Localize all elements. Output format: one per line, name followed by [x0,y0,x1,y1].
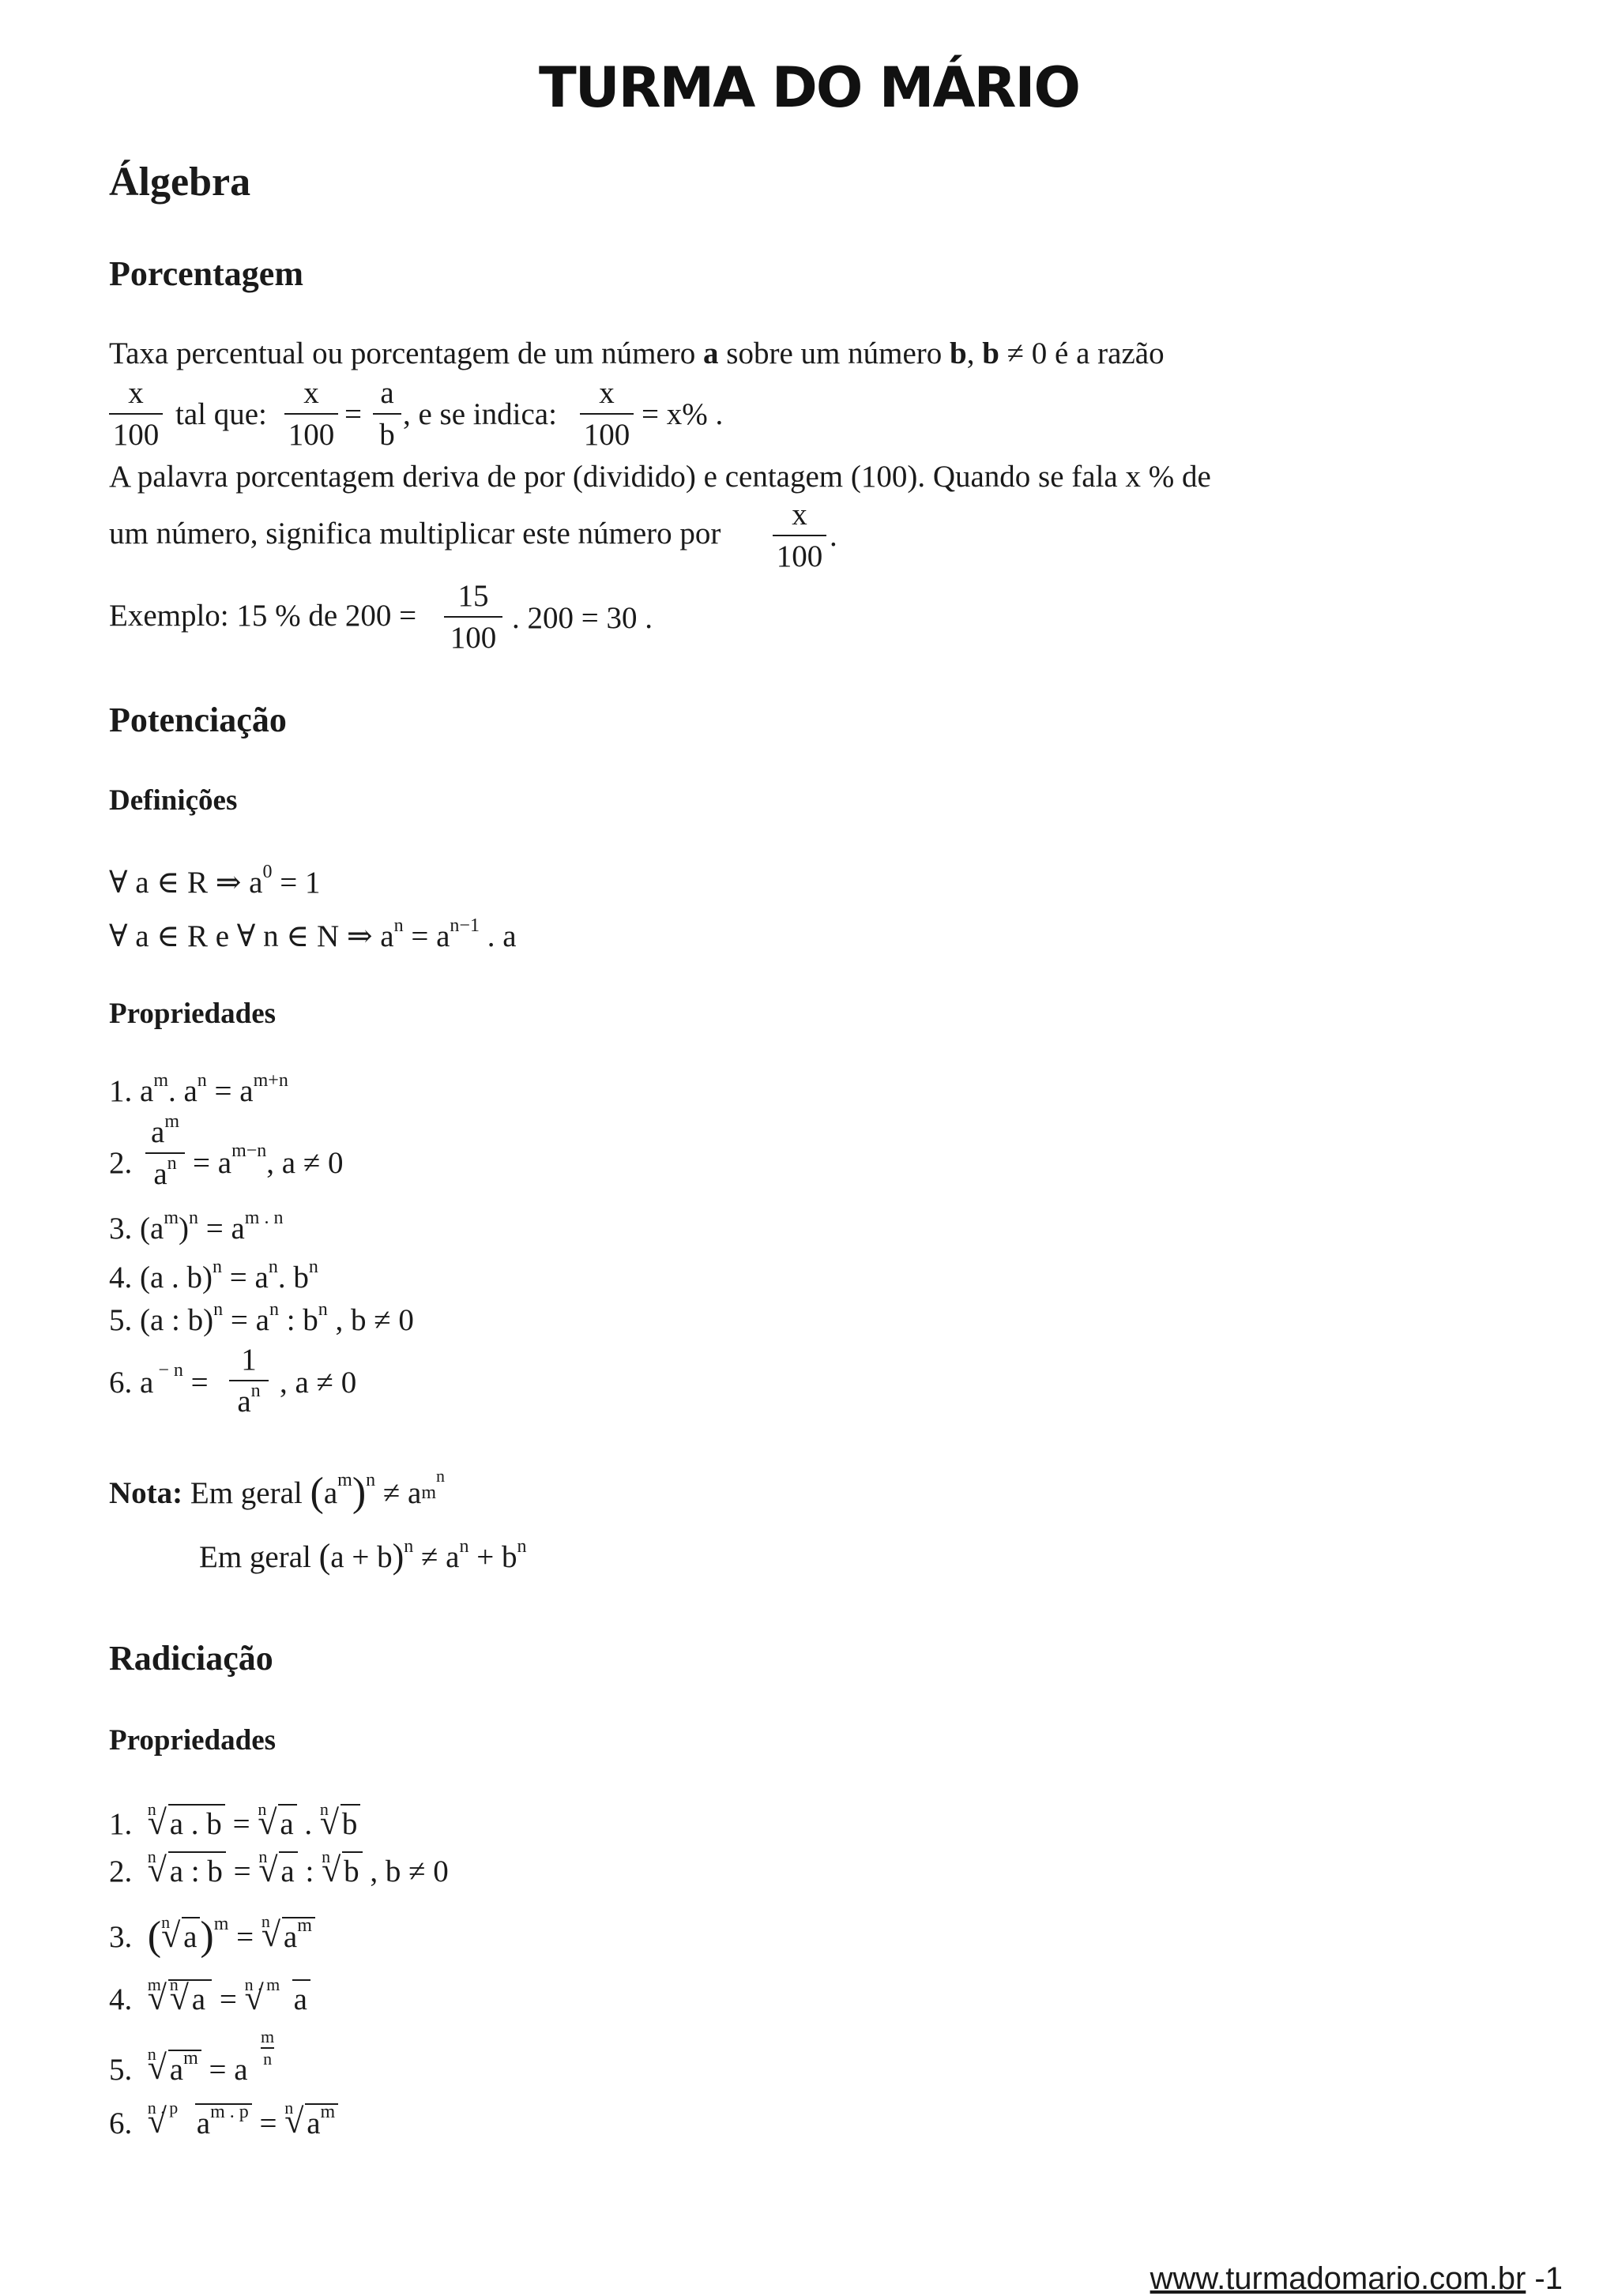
text: = a [223,1303,269,1337]
exponent: n [308,1257,318,1277]
exponent: m [153,1070,168,1091]
heading-definicoes: Definições [109,784,238,817]
paren-open: ( [147,1914,162,1959]
radical-index: √ n [147,1847,156,1866]
denominator: 100 [580,413,634,450]
radical [147,2044,201,2087]
propriedade-2-rest [193,1140,344,1181]
text: = a [198,1212,245,1246]
numerator: x [128,376,144,410]
exponent: m . n [244,1208,284,1228]
text: = 1 [272,866,321,900]
paren-close: ) [352,1470,367,1515]
radical [147,1975,212,2016]
fraction-a-b [373,378,401,450]
paren-open: ( [310,1470,324,1515]
text: . a [479,919,517,953]
radicand: a [182,1917,200,1954]
nota-line-1 [109,1466,446,1516]
text: . [296,1807,320,1841]
exponent: m [164,1111,179,1132]
fraction-x-100 [580,378,634,450]
exponent: m [421,1482,437,1503]
numerator: a [151,1115,165,1149]
exponent: n [517,1536,527,1557]
exponent: n [269,1299,279,1320]
exponent: n [213,1299,224,1320]
exponent-fraction-m-n [261,2028,274,2068]
exponent: n−1 [450,915,480,936]
exponent: m [183,2048,198,2069]
radical-index: √ n [261,1911,270,1931]
text: : b [278,1303,318,1337]
radical [147,1799,225,1841]
numerator: m [261,2027,275,2046]
exponent: n [404,1536,414,1557]
text: a [323,1475,338,1510]
exemplo-result: . 200 = 30 . [512,601,653,635]
exponent: 0 [262,862,273,882]
paren-close: ) [392,1537,404,1576]
radicand: a [307,2106,321,2140]
text: . a [167,1074,198,1108]
radical-index: √ n [319,1799,329,1819]
radicand: b [341,1804,361,1841]
text: 6. [109,2106,133,2140]
text: 4. [109,1982,133,2016]
text: 3. [109,1919,133,1954]
text: Em geral [182,1475,310,1510]
paren-close: ) [200,1914,214,1959]
radiciacao-3 [109,1911,315,1960]
text: 5. [109,2053,133,2087]
radical [261,1911,315,1954]
text: ) [178,1212,189,1246]
text: ∀ a ∈ R e ∀ n ∈ N ⇒ a [109,919,394,953]
numerator: a [380,376,394,410]
exponent: − n [153,1360,183,1381]
radicand: b [342,1851,363,1888]
text: : [297,1854,322,1888]
exponent: n [250,1381,261,1401]
heading-propriedades-rad: Propriedades [109,1724,277,1757]
page-number: -1 [1526,2261,1563,2296]
text: ≠ 0 é a razão [999,336,1165,370]
radical-index: √ m [147,1975,161,1994]
exponent: n [393,915,404,936]
radical [147,1847,226,1888]
radiciacao-1 [109,1799,360,1841]
radicand: a . b [168,1804,225,1841]
radiciacao-4 [109,1975,310,2016]
porcentagem-line-2: A palavra porcentagem deriva de por (dividido) e centagem (100). Quando se fala x % de [109,460,1211,494]
denominator: a [153,1157,167,1191]
nota-label: Nota: [109,1475,183,1510]
denominator: n [261,2047,274,2068]
text-bold: b [950,336,967,370]
radical [258,1847,297,1888]
radical [319,1799,361,1841]
radiciacao-2 [109,1847,449,1888]
nota-line-2 [199,1536,527,1577]
propriedade-6 [109,1360,209,1400]
text: = [251,2106,285,2140]
propriedade-3 [109,1208,284,1246]
text: , a ≠ 0 [266,1146,344,1180]
text: = [201,2053,235,2087]
tal-que: tal que: [175,397,267,431]
heading-propriedades-pot: Propriedades [109,998,277,1030]
text: . b [277,1261,309,1295]
text: 6. a [109,1366,154,1400]
radical-index: √ n [147,2044,156,2064]
text: 1. [109,1807,133,1841]
text: , b ≠ 0 [327,1303,414,1337]
radical [244,1975,310,2016]
definicao-2 [109,915,517,953]
radicand: a [279,1851,297,1888]
text: = a [222,1261,269,1295]
propriedade-1 [109,1070,288,1108]
equals-x-percent: = x% . [642,397,724,431]
heading-algebra: Álgebra [109,160,251,205]
heading-radiciacao: Radiciação [109,1639,273,1678]
text: a [234,2053,248,2087]
exponent: m−n [231,1140,267,1161]
exponent: m [320,2102,336,2122]
denominator: b [373,413,401,450]
paren-open: ( [318,1537,331,1576]
propriedade-5 [109,1299,414,1337]
numerator: x [599,376,615,410]
propriedade-4 [109,1257,318,1295]
radicand: a [196,2106,211,2140]
radical-index: √ n [258,1847,268,1866]
text: sobre um número [718,336,950,370]
text: , b ≠ 0 [362,1854,449,1888]
exponent: m [337,1470,352,1490]
porcentagem-line-1 [109,338,1165,369]
radical-index: √ n [258,1799,267,1819]
fraction-x-100 [773,499,826,572]
denominator: 100 [109,413,163,450]
exponent-of-exponent: n [436,1466,446,1486]
radical-index: √ n [161,1911,171,1932]
text: ≠ a [413,1540,460,1574]
exponent: n [167,1153,177,1174]
radical-index: √ n [169,1975,179,1994]
radical [284,2098,338,2140]
exponent: n [318,1299,328,1320]
text: = [228,1919,262,1954]
text: ∀ a ∈ R ⇒ a [109,866,263,900]
text: 5. (a : b) [109,1303,214,1337]
heading-porcentagem: Porcentagem [109,254,303,293]
denominator: 100 [284,413,338,450]
exponent: n [268,1257,278,1277]
numerator: x [792,498,807,532]
denominator: a [237,1385,251,1419]
text: = [182,1366,209,1400]
exponent: n [213,1257,223,1277]
text: = a [206,1074,254,1108]
denominator: 100 [773,535,826,572]
radical [161,1911,200,1954]
numerator: x [303,376,319,410]
text: + b [468,1540,517,1574]
text: , [966,336,983,370]
radicand: a [190,1979,209,2016]
exponent: m [213,1914,229,1934]
fraction-x-100 [109,378,163,450]
text: Taxa percentual ou porcentagem de um número [109,336,704,370]
text: Em geral [199,1540,319,1574]
fraction-am-an [145,1111,185,1191]
text: = [224,1807,258,1841]
text: = a [193,1146,232,1180]
exponent: m+n [253,1070,288,1091]
radical-inner [169,1975,209,2016]
exponent: n [197,1070,207,1091]
radical [147,2098,252,2140]
exponent: n [366,1470,376,1490]
radical [322,1847,363,1888]
equals: = [344,397,362,431]
radical-index: √ n [322,1847,331,1866]
exponent: m [297,1915,312,1936]
exponent: m [164,1208,179,1228]
propriedade-2-label: 2. [109,1146,133,1180]
exponent: m . p [210,2102,249,2122]
exponent: n [188,1208,198,1228]
fraction-x-100 [284,378,338,450]
numerator: 1 [241,1343,257,1377]
footer-link[interactable]: www.turmadomario.com.br [1150,2261,1526,2296]
footer [1150,2263,1563,2294]
text: = [225,1854,259,1888]
page-title: TURMA DO MÁRIO [539,55,1079,120]
radical-index: √ n . p [147,2098,179,2118]
text: 4. (a . b) [109,1261,213,1295]
radicand: a [283,1919,298,1954]
exemplo: Exemplo: 15 % de 200 = [109,599,417,633]
radiciacao-5 [109,2044,248,2087]
radical-index: √ n . m [244,1975,280,1994]
exponent: n [459,1536,469,1557]
radicand: a : b [168,1851,226,1888]
e-se-indica: , e se indica: [403,397,557,431]
fraction-1-an [229,1344,269,1417]
radicand: a [292,1979,310,2016]
text: a + b [330,1540,393,1574]
text: 2. [109,1854,133,1888]
period: . [830,519,837,553]
radiciacao-6 [109,2098,338,2140]
numerator: 15 [457,579,489,613]
radical-index: √ n [147,1799,156,1819]
text: 1. a [109,1074,154,1108]
fraction-15-100 [444,581,502,653]
text-bold: a [703,336,719,370]
text: = [212,1982,245,2016]
text: = a [403,919,450,953]
radical [258,1799,296,1841]
radicand: a [169,2053,184,2087]
text: 3. (a [109,1212,164,1246]
text-bold: b [982,336,999,370]
radicand: a [278,1804,296,1841]
heading-potenciacao: Potenciação [109,701,287,739]
denominator: 100 [444,616,502,653]
definicao-1 [109,862,321,900]
radical-index: √ n [284,2098,294,2118]
text: ≠ a [375,1475,422,1510]
propriedade-6-end: , a ≠ 0 [280,1366,357,1400]
porcentagem-line-3: um número, significa multiplicar este número por [109,517,721,551]
